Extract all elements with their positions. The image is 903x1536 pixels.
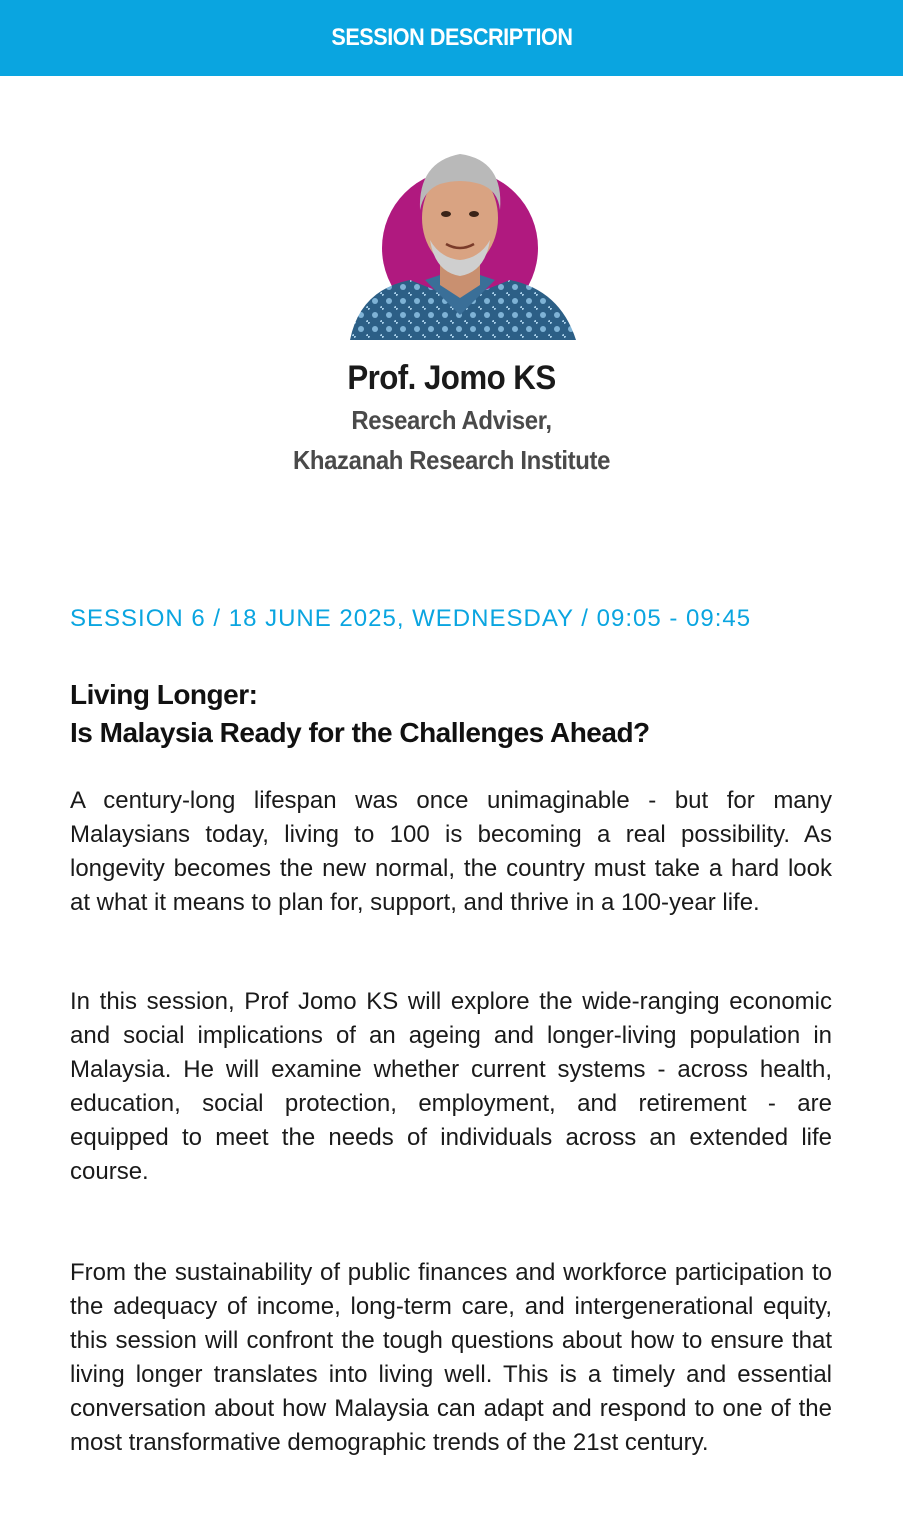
- speaker-info: [0, 356, 903, 480]
- speaker-role: Research Adviser,: [351, 405, 552, 435]
- header-bar: [0, 0, 903, 76]
- session-title-line1: Living Longer:: [70, 679, 258, 710]
- header-title: SESSION DESCRIPTION: [330, 24, 573, 51]
- speaker-organization: Khazanah Research Institute: [292, 445, 611, 475]
- session-title: [70, 676, 850, 752]
- description-paragraph: In this session, Prof Jomo KS will explore the wide-ranging economic and social implications of an ageing and longer-living population in Malaysia. He will examine whether current systems - across health, education, social protection, employment, and retirement - are equipped to meet the needs of individuals across an extended life course.: [70, 988, 832, 1185]
- session-meta: SESSION 6 / 18 JUNE 2025, WEDNESDAY / 09:05 - 09:45: [70, 605, 752, 632]
- speaker-name: Prof. Jomo KS: [347, 359, 556, 397]
- speaker-portrait: [340, 140, 580, 340]
- description-paragraph: A century-long lifespan was once unimaginable - but for many Malaysians today, living to 100 is becoming a real possibility. As longevity becomes the new normal, the country must take a hard look at what it means to plan for, support, and thrive in a 100-year life.: [70, 787, 832, 916]
- description-paragraph: From the sustainability of public finances and workforce participation to the adequacy of income, long-term care, and intergenerational equity, this session will confront the tough questions about how to ensure that living longer translates into living well. This is a timely and essential conversation about how Malaysia can adapt and respond to one of the most transformative demographic trends of the 21st century.: [70, 1259, 832, 1456]
- session-title-line2: Is Malaysia Ready for the Challenges Ahead?: [70, 717, 650, 748]
